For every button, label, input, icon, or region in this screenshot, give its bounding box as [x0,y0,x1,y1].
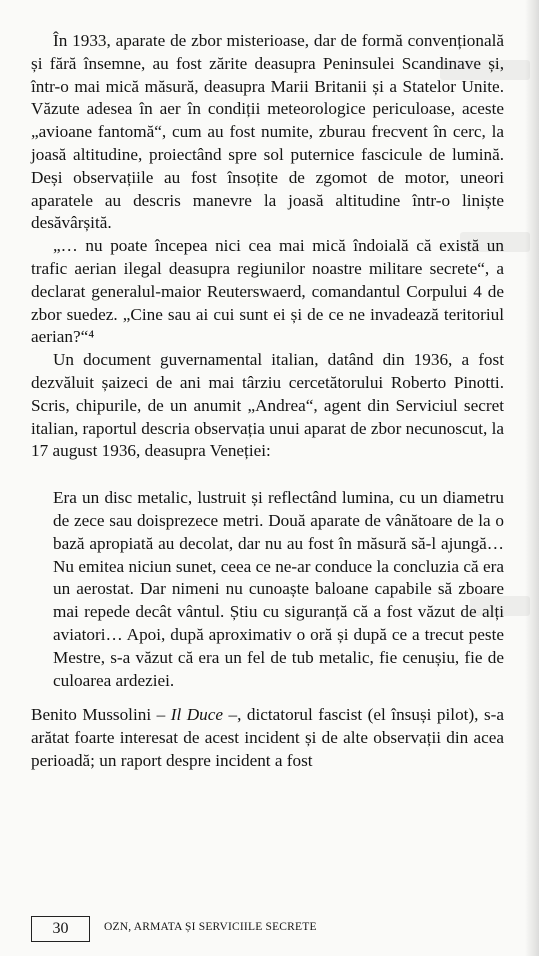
paragraph-reuterswaerd-quote: „… nu poate începea nici cea mai mică îndoială că există un trafic aerian ilegal deasupra regiunilor noastre militare secrete“, a declarat generalul-maior Reuterswaerd, comandantul Corpului 4 de zbor suedez. „Cine sau ai cui sunt ei și de ce ne invadează teritoriul aerian?“⁴ [31,236,504,347]
paragraph-phantom-aircraft: În 1933, aparate de zbor misterioase, dar de formă convențională și fără însemne, au fost zărite deasupra Peninsulei Scandinave și, într-o mai mică măsură, deasupra Marii Britanii și a Statelor Unite. Văzute adesea în aer în condiții meteorologice periculoase, aceste „avioane fantomă“, cum au fost numite, zburau frecvent în cerc, la joasă altitudine, proiectând spre sol puternice fascicule de lumină. Deși observațiile au fost însoțite de zgomot de motor, uneori aparatele au descris manevre la joasă altitudine într-o liniște desăvârșită. [31,31,504,233]
block-quote-venice-report: Era un disc metalic, lustruit și reflectând lumina, cu un diametru de zece sau doisprezece metri. Două aparate de vânătoare de la o bază apropiată au decolat, dar nu au fost în măsură să-l ajungă… Nu emitea niciun sunet, ceea ce ne-ar conduce la concluzia că era un aerostat. Dar nimeni nu cunoaște baloane capabile să zboare mai repede decât vântul. Știu cu siguranță că a fost văzut de alți aviatori… Apoi, după aproximativ o oră și după ce a trecut peste Mestre, s-a văzut că era un fel de tub metalic, fie cenușiu, fie de culoarea ardeziei. [53,488,504,690]
page-edge-shadow [525,0,539,956]
page-footer [31,916,504,942]
paragraph-mussolini [31,704,504,772]
mussolini-text-start: Benito Mussolini – [31,705,171,725]
paragraph-italian-document: Un document guvernamental italian, datând din 1936, a fost dezvăluit șaizeci de ani mai târziu cercetătorului Roberto Pinotti. Scris, chipurile, de un anumit „Andrea“, agent din Serviciul secret italian, raportul descria observația unui aparat de zbor necunoscut, la 17 august 1936, deasupra Veneției: [31,350,504,461]
mussolini-text-end: –, dictatorul fascist (el însuși pilot), s-a arătat foarte interesat de acest incident și de alte observații din acea perioadă; un raport despre incident a fost [31,705,505,770]
il-duce-italic: Il Duce [170,705,223,725]
page-body [31,30,504,773]
page-number: 30 [31,916,90,942]
running-head: OZN, ARMATA ȘI SERVICIILE SECRETE [104,921,317,933]
